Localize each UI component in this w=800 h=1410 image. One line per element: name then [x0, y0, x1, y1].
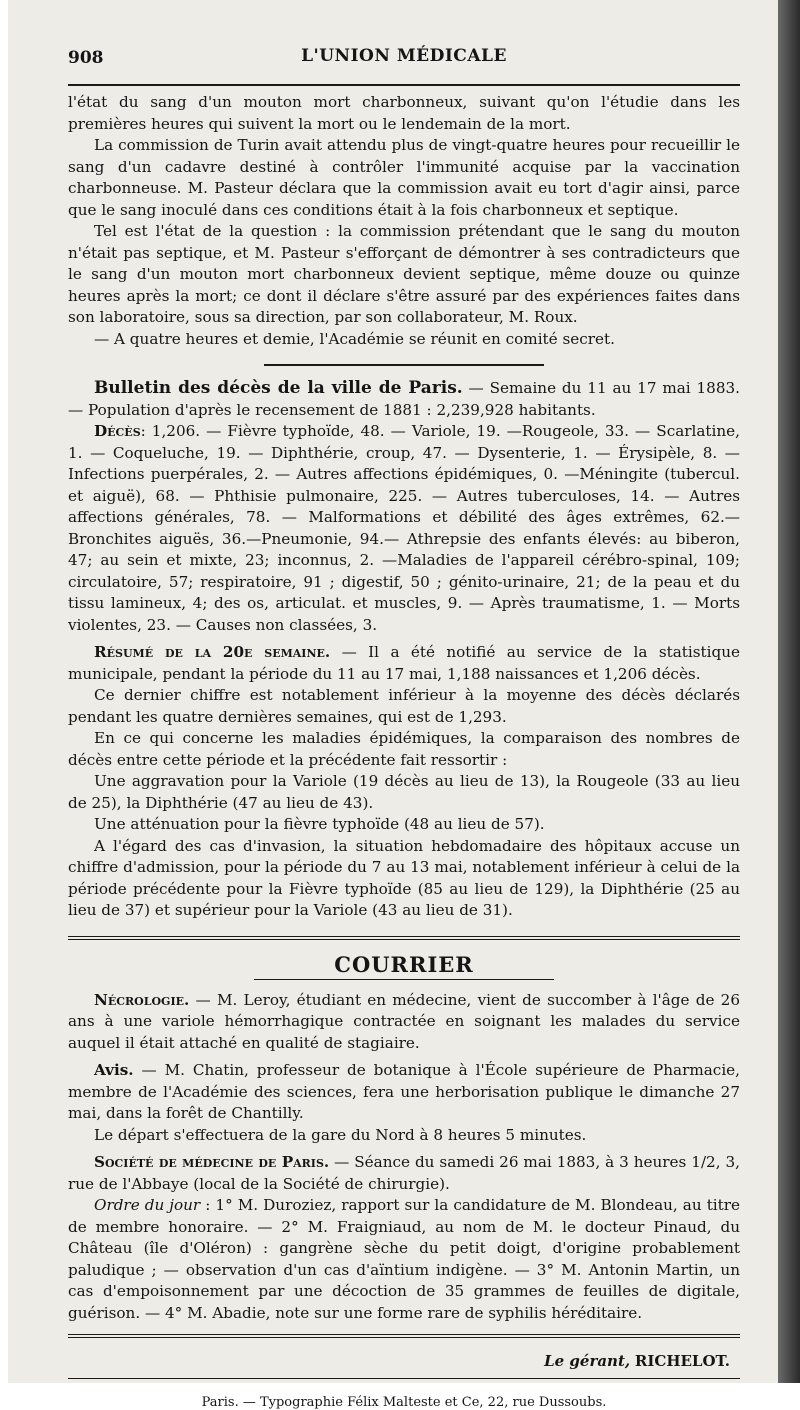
necrologie-text: — M. Leroy, étudiant en médecine, vient de succomber à l'âge de 26 ans à une variole hémorrhagique contractée en soignant les malades du service auquel il était attaché en qualité de stagiaire. — [68, 990, 740, 1052]
journal-title: L'UNION MÉDICALE — [301, 46, 507, 66]
ordre-paragraph — [68, 1195, 740, 1324]
signature — [68, 1352, 730, 1370]
necrologie-paragraph — [68, 990, 740, 1055]
bulletin-intro: — Semaine du 11 au 17 mai 1883. — Population d'après le recensement de 1881 : 2,239,928 habitants. — [68, 379, 740, 419]
page-edge-shadow — [778, 0, 800, 1383]
avis-paragraph — [68, 1060, 740, 1125]
paragraph: La commission de Turin avait attendu plus de vingt-quatre heures pour recueillir le sang d'un cadavre destiné à contrôler l'immunité acquise par la vaccination charbonneuse. M. Pasteur déclara que la commission avait eu tort d'agir ainsi, parce que le sang inoculé dans ces conditions était à la fois charbonneux et septique. — [68, 136, 740, 219]
resume-label: Résumé de la 20e semaine. — [94, 643, 331, 661]
courrier-section — [68, 952, 740, 1325]
header-rule — [68, 84, 740, 86]
resume-paragraph — [68, 642, 740, 685]
paragraph: — A quatre heures et demie, l'Académie se réunit en comité secret. — [94, 329, 615, 348]
ordre-label: Ordre du jour — [94, 1196, 201, 1214]
paragraph: l'état du sang d'un mouton mort charbonneux, suivant qu'on l'étudie dans les premières heures qui suivent la mort ou le lendemain de la mort. — [68, 93, 740, 133]
avis-label: Avis. — [94, 1061, 134, 1079]
paragraph: Ce dernier chiffre est notablement inférieur à la moyenne des décès déclarés pendant les quatre dernières semaines, qui est de 1,293. — [68, 686, 740, 726]
bulletin-heading — [68, 378, 740, 421]
page-number: 908 — [68, 48, 104, 68]
societe-paragraph — [68, 1152, 740, 1195]
printer-line: Paris. — Typographie Félix Malteste et Ce, 22, rue Dussoubs. — [201, 1395, 607, 1410]
deces-label: Décès — [94, 422, 141, 440]
footer-rule — [68, 1334, 740, 1338]
paragraph: Une aggravation pour la Variole (19 décès au lieu de 13), la Rougeole (33 au lieu de 25), la Diphthérie (47 au lieu de 43). — [68, 772, 740, 812]
bulletin-section — [68, 378, 740, 922]
gerant-name: RICHELOT. — [634, 1352, 730, 1370]
societe-label: Société de médecine de Paris. — [94, 1153, 330, 1171]
deces-paragraph — [68, 421, 740, 636]
deces-text: : 1,206. — Fièvre typhoïde, 48. — Variole, 19. —Rougeole, 33. — Scarlatine, 1. — Coqueluche, 19. — Diphthérie, croup, 47. — Dysenterie, 1. — Érysipèle, 8. — Infections puerpérales, 2. — Autres affections épidémiques, 0. —Méningite (tubercul. et aiguë), 68. — Phthisie pulmonaire, 225. — Autres tuberculoses, 14. — Autres affections générales, 78. — Malformations et débilité des âges extrêmes, 62.—Bronchites aiguës, 36.—Pneumonie, 94.— Athrepsie des enfants élevés: au biberon, 47; au sein et mixte, 23; inconnus, 2. —Maladies de l'appareil cérébro-spinal, 109; circulatoire, 57; respiratoire, 91 ; digestif, 50 ; génito-urinaire, 21; de la peau et du tissu lamineux, 4; des os, articulat. et muscles, 9. — Après traumatisme, 1. — Morts violentes, 23. — Causes non classées, 3. — [68, 422, 740, 634]
courrier-top-rule — [68, 936, 740, 940]
gerant-label: Le gérant, — [544, 1352, 631, 1370]
academy-section — [68, 92, 740, 350]
paragraph: En ce qui concerne les maladies épidémiques, la comparaison des nombres de décès entre cette période et la précédente fait ressortir : — [68, 729, 740, 769]
section-divider — [264, 364, 544, 366]
printer-rule — [68, 1378, 740, 1379]
paragraph: A l'égard des cas d'invasion, la situation hebdomadaire des hôpitaux accuse un chiffre d'admission, pour la période du 7 au 13 mai, notablement inférieur à celui de la période précédente pour la Fièvre typhoïde (85 au lieu de 129), la Diphthérie (25 au lieu de 37) et supérieur pour la Variole (43 au lieu de 31). — [68, 836, 740, 919]
courrier-title: COURRIER — [334, 951, 474, 977]
page-header — [68, 40, 740, 66]
resume-text: — Il a été notifié au service de la statistique municipale, pendant la période du 11 au 17 mai, 1,188 naissances et 1,206 décès. — [68, 643, 740, 683]
societe-text: — Séance du samedi 26 mai 1883, à 3 heures 1/2, 3, rue de l'Abbaye (local de la Société de chirurgie). — [68, 1153, 740, 1193]
paragraph: Une atténuation pour la fièvre typhoïde (48 au lieu de 57). — [94, 815, 545, 833]
bulletin-title: Bulletin des décès de la ville de Paris. — [94, 378, 463, 398]
journal-page — [8, 0, 778, 1410]
courrier-title-rule — [254, 979, 554, 980]
paragraph: Tel est l'état de la question : la commission prétendant que le sang du mouton n'était pas septique, et M. Pasteur s'efforçant de démontrer à ses contradicteurs que le sang d'un mouton mort charbonneux devient septique, même douze ou quinze heures après la mort; ce dont il déclare s'être assuré par des expériences faites dans son laboratoire, sous sa direction, par son collaborateur, M. Roux. — [68, 222, 740, 326]
ordre-text: : 1° M. Duroziez, rapport sur la candidature de M. Blondeau, au titre de membre honoraire. — 2° M. Fraigniaud, au nom de M. le docteur Pinaud, du Château (île d'Oléron) : gangrène sèche du petit doigt, d'origine probablement paludique ; — observation d'un cas d'aïntium indigène. — 3° M. Antonin Martin, un cas d'empoisonnement par une décoction de 35 grammes de feuilles de digitale, guérison. — 4° M. Abadie, note sur une forme rare de syphilis héréditaire. — [68, 1196, 741, 1322]
paragraph: Le départ s'effectuera de la gare du Nord à 8 heures 5 minutes. — [94, 1125, 587, 1144]
necrologie-label: Nécrologie. — [94, 990, 190, 1009]
avis-text: — M. Chatin, professeur de botanique à l'École supérieure de Pharmacie, membre de l'Académie des sciences, fera une herborisation publique le dimanche 27 mai, dans la forêt de Chantilly. — [68, 1061, 740, 1122]
